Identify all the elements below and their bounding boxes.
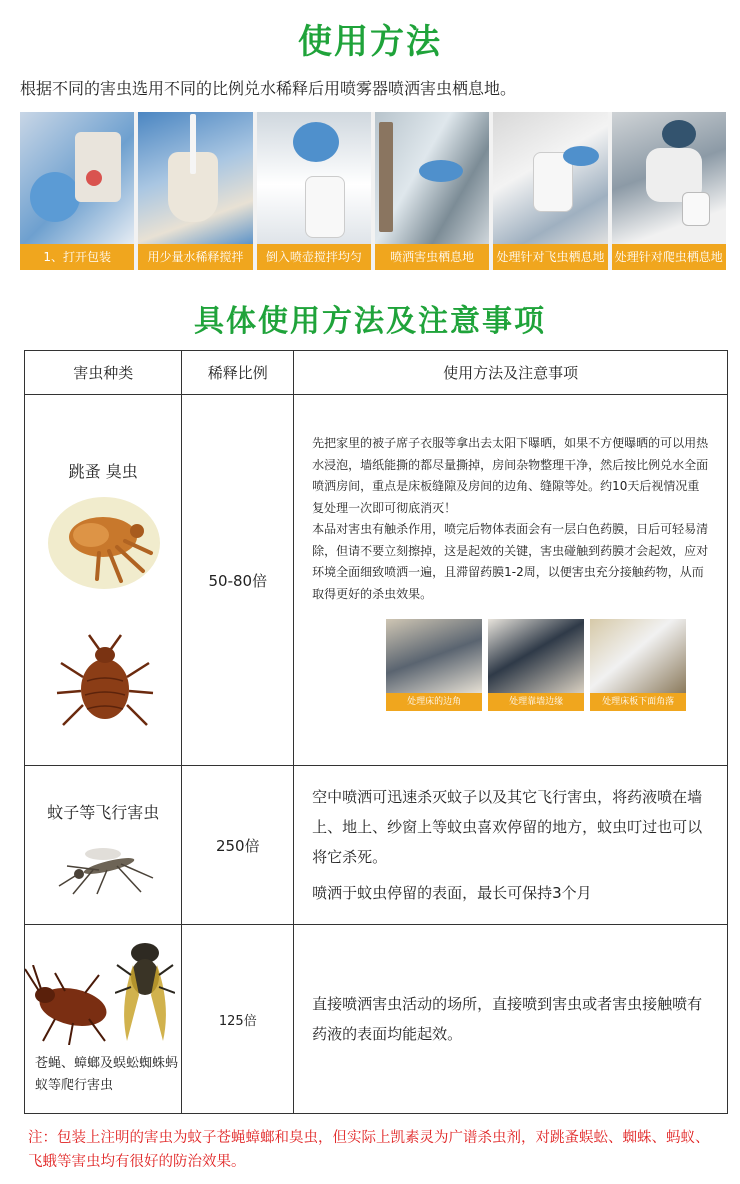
- table-row: [25, 395, 728, 766]
- intro-text: 根据不同的害虫选用不同的比例兑水稀释后用喷雾器喷洒害虫栖息地。: [20, 79, 517, 98]
- cockroach-image: [25, 965, 121, 1045]
- steps-photo-strip: [20, 112, 726, 270]
- header-pest-type: 害虫种类: [25, 351, 182, 395]
- step-5-photo: [493, 112, 607, 270]
- pest-usage-table: [24, 350, 728, 1114]
- flea-image: [47, 495, 161, 591]
- step-label: 倒入喷壶搅拌均匀: [257, 244, 371, 270]
- photo-caption: 处理床板下面角落: [590, 693, 686, 711]
- crawling-insect-habitat-photo: [612, 112, 726, 244]
- page-title: 使用方法: [298, 22, 442, 62]
- table-header-row: [25, 351, 728, 395]
- usage-paragraph: 先把家里的被子席子衣服等拿出去太阳下曝晒，如果不方便曝晒的可以用热水浸泡，墙纸能撕的都尽量撕掉，房间杂物整理干净，然后按比例兑水全面喷洒房间，重点是床板缝隙及房间的边角、缝隙等处。约10天后视情况重复处理一次即可彻底消灭！: [312, 436, 709, 515]
- footer-note: 注：包装上注明的害虫为蚊子苍蝇蟑螂和臭虫，但实际上凯素灵为广谱杀虫剂，对跳蚤蜈蚣、蜘蛛、蚂蚁、飞蛾等害虫均有很好的防治效果。: [28, 1130, 710, 1170]
- step-label: 处理针对爬虫栖息地: [612, 244, 726, 270]
- step-6-photo: [612, 112, 726, 270]
- pest-name: 蚊子等飞行害虫: [47, 803, 160, 822]
- treatment-photo: [488, 619, 584, 711]
- usage-paragraph: 空中喷洒可迅速杀灭蚊子以及其它飞行害虫，将药液喷在墙上、地上、纱窗上等蚊虫喜欢停留的地方，蚊虫叮过也可以将它杀死。: [312, 788, 703, 866]
- pest-name: 苍蝇、蟑螂及蜈蚣蜘蛛蚂蚁等爬行害虫: [35, 1056, 179, 1093]
- pest-name: 跳蚤 臭虫: [68, 462, 138, 481]
- usage-notes-cell: [294, 925, 728, 1114]
- usage-notes-cell: [294, 395, 728, 766]
- dilution-ratio: 50-80倍: [182, 395, 294, 766]
- step-3-photo: [257, 112, 371, 270]
- mosquito-image: [53, 836, 157, 896]
- spray-habitat-photo: [375, 112, 489, 244]
- step-2-photo: [138, 112, 252, 270]
- usage-paragraph: 喷洒于蚊虫停留的表面，最长可保持3个月: [312, 884, 592, 902]
- treatment-photos: [386, 619, 727, 711]
- flying-insect-habitat-photo: [493, 112, 607, 244]
- treatment-photo: [386, 619, 482, 711]
- pest-cell: [25, 925, 182, 1114]
- step-label: 喷洒害虫栖息地: [375, 244, 489, 270]
- header-dilution-ratio: 稀释比例: [182, 351, 294, 395]
- step-1-photo: [20, 112, 134, 270]
- photo-caption: 处理靠墙边缘: [488, 693, 584, 711]
- treatment-photo: [590, 619, 686, 711]
- pest-cell: [25, 766, 182, 925]
- photo-caption: 处理床的边角: [386, 693, 482, 711]
- dilution-ratio: 250倍: [182, 766, 294, 925]
- step-label: 1、打开包装: [20, 244, 134, 270]
- usage-paragraph: 本品对害虫有触杀作用，喷完后物体表面会有一层白色药膜，日后可轻易清除，但请不要立刻擦掉，这是起效的关键，害虫碰触到药膜才会起效，应对环境全面细致喷洒一遍，且滞留药膜1-2周，以便害虫充分接触药物，从而取得更好的杀虫效果。: [312, 522, 709, 601]
- header-usage-notes: 使用方法及注意事项: [294, 351, 728, 395]
- pest-cell: [25, 395, 182, 766]
- bedbug-image: [55, 633, 155, 733]
- pour-sprayer-photo: [257, 112, 371, 244]
- step-label: 用少量水稀释搅拌: [138, 244, 252, 270]
- table-row: [25, 766, 728, 925]
- step-label: 处理针对飞虫栖息地: [493, 244, 607, 270]
- table-row: [25, 925, 728, 1114]
- dilution-ratio: 125倍: [182, 925, 294, 1114]
- usage-notes-cell: [294, 766, 728, 925]
- fly-image: [115, 935, 175, 1047]
- dilute-stir-photo: [138, 112, 252, 244]
- section-title: 具体使用方法及注意事项: [194, 304, 546, 339]
- open-package-photo: [20, 112, 134, 244]
- step-4-photo: [375, 112, 489, 270]
- usage-paragraph: 直接喷洒害虫活动的场所，直接喷到害虫或者害虫接触喷有药液的表面均能起效。: [312, 995, 703, 1043]
